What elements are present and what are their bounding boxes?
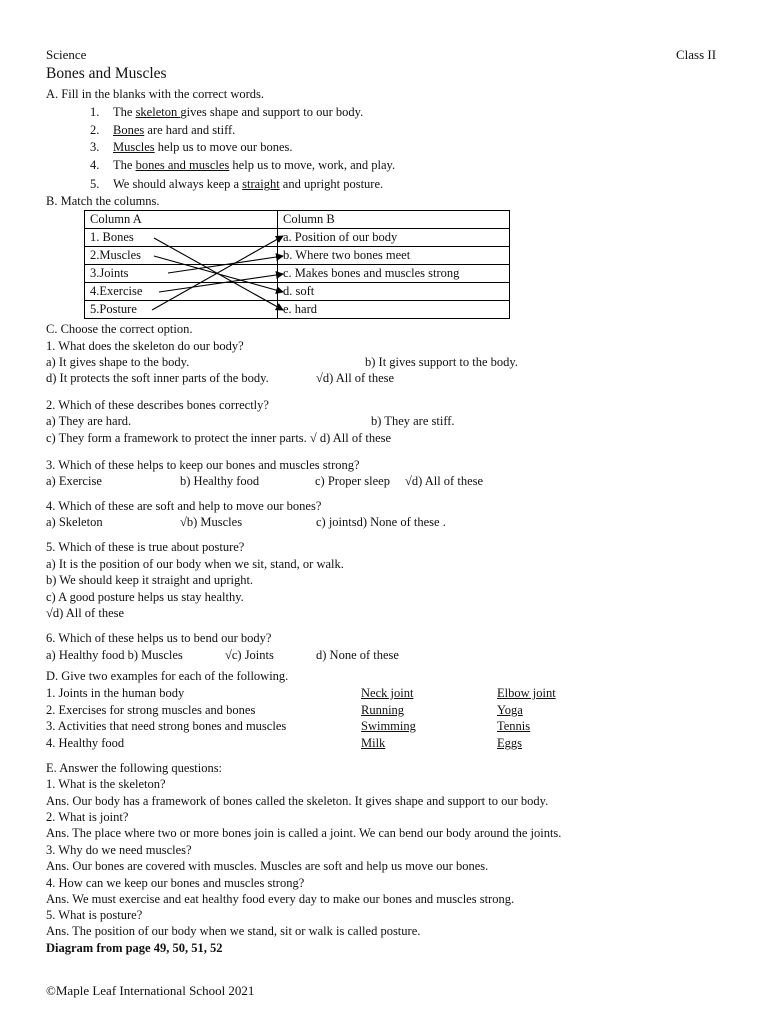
column-b-cell: b. Where two bones meet	[278, 247, 510, 265]
mcq-option: b) They are stiff.	[371, 414, 455, 428]
match-arrows	[0, 0, 768, 340]
fill-blank-text: The bones and muscles help us to move, work, and play.	[113, 158, 396, 172]
fill-blank-item: 4.	[90, 158, 100, 172]
page-title: Bones and Muscles	[46, 65, 167, 82]
column-a-cell: 2.Muscles	[85, 247, 278, 265]
example-prompt: 2. Exercises for strong muscles and bones	[46, 703, 256, 717]
mcq-option: a) They are hard.	[46, 414, 132, 428]
column-a-header: Column A	[85, 211, 278, 229]
example-answer: Running	[361, 703, 405, 717]
qa-question: 3. Why do we need muscles?	[46, 843, 192, 857]
class-label: Class II	[676, 47, 717, 62]
fill-blank-text: The skeleton gives shape and support to our body.	[113, 105, 364, 119]
mcq-question: 3. Which of these helps to keep our bones and muscles strong?	[46, 458, 360, 472]
mcq-answer: √c) Joints	[225, 648, 274, 662]
qa-question: 5. What is posture?	[46, 908, 143, 922]
column-a-cell: 4.Exercise	[85, 283, 278, 301]
fill-blank-item: 1.	[90, 105, 100, 119]
blank-answer: Muscles	[113, 140, 155, 154]
mcq-option: d) It protects the soft inner parts of the body.	[46, 371, 269, 385]
qa-answer: Ans. Our bones are covered with muscles. Muscles are soft and help us move our bones.	[46, 859, 489, 873]
column-b-cell: d. soft	[278, 283, 510, 301]
column-a-cell: 3.Joints	[85, 265, 278, 283]
mcq-option: a) Exercise	[46, 474, 102, 488]
section-c-heading: C. Choose the correct option.	[46, 322, 193, 336]
mcq-answer: √b) Muscles	[180, 515, 243, 529]
example-answer: Eggs	[497, 736, 522, 750]
fill-blank-text: Bones are hard and stiff.	[113, 123, 236, 137]
match-arrow-muscles-soft	[154, 256, 283, 292]
blank-answer: skeleton	[135, 105, 181, 119]
match-arrow-exercise-strong	[159, 274, 283, 292]
mcq-option: b) Healthy food	[180, 474, 260, 488]
mcq-option: b) We should keep it straight and upright.	[46, 573, 254, 587]
mcq-option: a) Healthy food b) Muscles	[46, 648, 183, 662]
mcq-question: 5. Which of these is true about posture?	[46, 540, 245, 554]
mcq-option: c) A good posture helps us stay healthy.	[46, 590, 244, 604]
fill-blank-item: 5.	[90, 177, 100, 191]
column-b-header: Column B	[278, 211, 510, 229]
mcq-question: 2. Which of these describes bones correctly?	[46, 398, 269, 412]
subject-label: Science	[46, 47, 87, 62]
mcq-option: a) It is the position of our body when we sit, stand, or walk.	[46, 557, 344, 571]
mcq-option: b) It gives support to the body.	[365, 355, 518, 369]
mcq-option: c) They form a framework to protect the inner parts. √ d) All of these	[46, 431, 392, 445]
blank-answer: Bones	[113, 123, 145, 137]
mcq-option: a) It gives shape to the body.	[46, 355, 190, 369]
fill-blank-text: Muscles help us to move our bones.	[113, 140, 293, 154]
example-answer: Elbow joint	[497, 686, 556, 700]
mcq-question: 6. Which of these helps us to bend our body?	[46, 631, 272, 645]
section-d-heading: D. Give two examples for each of the following.	[46, 669, 289, 683]
qa-question: 4. How can we keep our bones and muscles strong?	[46, 876, 305, 890]
example-answer: Neck joint	[361, 686, 414, 700]
diagram-note: Diagram from page 49, 50, 51, 52	[46, 941, 223, 955]
column-a-cell: 1. Bones	[85, 229, 278, 247]
mcq-option: a) Skeleton	[46, 515, 103, 529]
column-b-cell: e. hard	[278, 301, 510, 319]
copyright-footer: ©Maple Leaf International School 2021	[46, 983, 255, 998]
example-answer: Tennis	[497, 719, 531, 733]
blank-answer: bones and muscles	[135, 158, 230, 172]
fill-blank-text: We should always keep a straight and upright posture.	[113, 177, 384, 191]
example-answer: Milk	[361, 736, 386, 750]
example-answer: Yoga	[497, 703, 523, 717]
example-prompt: 1. Joints in the human body	[46, 686, 185, 700]
qa-answer: Ans. We must exercise and eat healthy food every day to make our bones and muscles strong.	[46, 892, 515, 906]
fill-blank-item: 3.	[90, 140, 100, 154]
mcq-option: c) jointsd) None of these .	[316, 515, 446, 529]
fill-blank-item: 2.	[90, 123, 100, 137]
blank-answer: straight	[242, 177, 280, 191]
mcq-answer: √d) All of these	[316, 371, 395, 385]
column-a-cell: 5.Posture	[85, 301, 278, 319]
qa-question: 2. What is joint?	[46, 810, 129, 824]
mcq-answer: √d) All of these	[405, 474, 484, 488]
example-answer: Swimming	[361, 719, 416, 733]
example-prompt: 3. Activities that need strong bones and muscles	[46, 719, 287, 733]
mcq-question: 1. What does the skeleton do our body?	[46, 339, 244, 353]
qa-answer: Ans. The position of our body when we stand, sit or walk is called posture.	[46, 924, 421, 938]
example-prompt: 4. Healthy food	[46, 736, 125, 750]
qa-answer: Ans. Our body has a framework of bones called the skeleton. It gives shape and support to our body.	[46, 794, 549, 808]
mcq-option: c) Proper sleep	[315, 474, 390, 488]
section-b-heading: B. Match the columns.	[46, 194, 160, 208]
mcq-answer: √d) All of these	[46, 606, 125, 620]
section-e-heading: E. Answer the following questions:	[46, 761, 223, 775]
section-a-heading: A. Fill in the blanks with the correct words.	[46, 87, 265, 101]
mcq-option: d) None of these	[316, 648, 399, 662]
qa-answer: Ans. The place where two or more bones join is called a joint. We can bend our body around the joints.	[46, 826, 562, 840]
column-b-cell: a. Position of our body	[278, 229, 510, 247]
qa-question: 1. What is the skeleton?	[46, 777, 166, 791]
column-b-cell: c. Makes bones and muscles strong	[278, 265, 510, 283]
mcq-question: 4. Which of these are soft and help to move our bones?	[46, 499, 322, 513]
